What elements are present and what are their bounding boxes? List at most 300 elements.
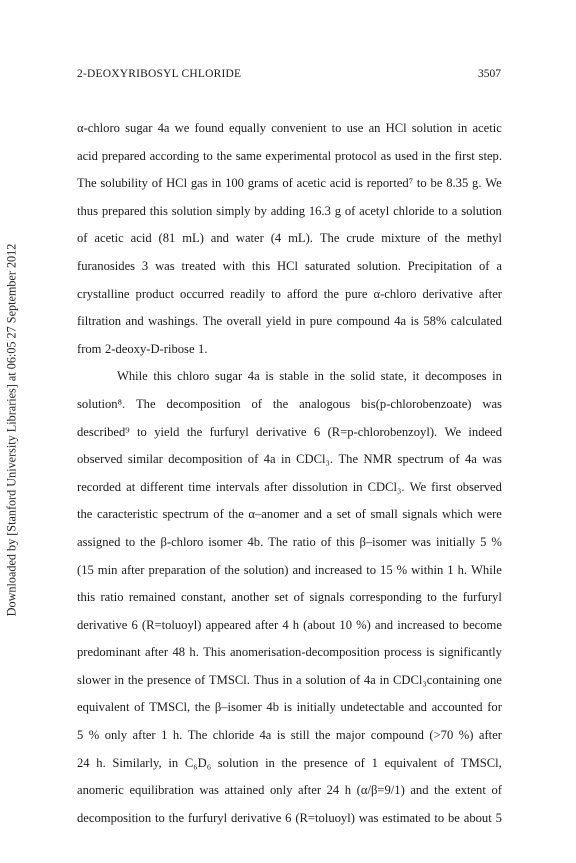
word: of bbox=[194, 672, 206, 687]
word: water bbox=[235, 231, 264, 246]
word: 1 bbox=[447, 562, 454, 577]
word: spectrum bbox=[162, 507, 209, 522]
word: gas bbox=[190, 176, 208, 191]
word: be bbox=[448, 810, 460, 825]
word: is bbox=[354, 176, 363, 191]
word: in bbox=[114, 672, 125, 687]
word: by bbox=[254, 203, 267, 218]
word: of bbox=[77, 231, 88, 246]
text-line bbox=[77, 308, 502, 336]
word: a bbox=[451, 203, 458, 218]
word: caracteristic bbox=[97, 507, 158, 522]
word: 4a bbox=[247, 369, 260, 384]
word: min bbox=[97, 562, 118, 577]
word: The bbox=[338, 452, 359, 467]
word: chloride bbox=[212, 728, 255, 743]
word: 4b. bbox=[247, 534, 264, 549]
word: 4a bbox=[363, 672, 376, 687]
word: % bbox=[396, 562, 408, 577]
word: The bbox=[202, 314, 223, 329]
word: washings. bbox=[148, 314, 199, 329]
text-line bbox=[77, 115, 502, 143]
word: equivalent bbox=[77, 700, 130, 715]
word: after bbox=[478, 728, 502, 743]
word: observed bbox=[77, 452, 123, 467]
word: We bbox=[409, 479, 427, 494]
word: 4a bbox=[465, 452, 477, 467]
word: pure bbox=[345, 286, 368, 301]
word: within bbox=[411, 562, 444, 577]
word: HCl bbox=[166, 176, 188, 191]
word: compound bbox=[336, 314, 390, 329]
word: TMSCl, bbox=[460, 755, 502, 770]
word: α–anomer bbox=[248, 507, 300, 522]
word: of bbox=[213, 507, 224, 522]
word: afford bbox=[287, 286, 318, 301]
word: similar bbox=[127, 452, 163, 467]
word: the bbox=[194, 700, 211, 715]
word: the bbox=[140, 534, 156, 549]
word: this bbox=[336, 534, 355, 549]
word: of bbox=[320, 534, 332, 549]
word: of bbox=[427, 231, 438, 246]
word: this bbox=[251, 258, 271, 273]
word: the bbox=[127, 672, 144, 687]
word: %) bbox=[458, 728, 474, 743]
word: Precipitation bbox=[407, 258, 473, 273]
word: grams bbox=[247, 176, 279, 191]
word: of bbox=[443, 755, 455, 770]
text-line bbox=[77, 612, 502, 640]
word: sugar bbox=[125, 121, 153, 135]
word: acid bbox=[77, 148, 98, 163]
word: preparation bbox=[148, 562, 206, 577]
word: 3 bbox=[141, 258, 149, 273]
word: set bbox=[336, 507, 351, 522]
word: %) bbox=[356, 617, 371, 632]
word: C₆D₆ bbox=[184, 755, 212, 770]
word: HCl bbox=[385, 121, 407, 135]
word: calculated bbox=[450, 314, 502, 329]
word: The bbox=[319, 231, 340, 246]
paragraph-2 bbox=[77, 363, 502, 832]
word: with bbox=[222, 258, 246, 273]
word: to bbox=[438, 203, 448, 218]
word: (R=toluoyl) bbox=[295, 810, 355, 825]
word: which bbox=[442, 507, 473, 522]
word: Thus bbox=[253, 672, 279, 687]
word: small bbox=[370, 507, 398, 522]
word: of bbox=[478, 258, 490, 273]
word: (81 bbox=[158, 231, 176, 246]
word: after bbox=[255, 617, 279, 632]
word: of bbox=[151, 176, 163, 191]
word: chloride bbox=[393, 203, 435, 218]
word: 5 bbox=[480, 534, 487, 549]
word: saturated bbox=[304, 258, 351, 273]
word: in bbox=[211, 176, 222, 191]
word: to bbox=[125, 534, 136, 549]
word: compound bbox=[370, 728, 424, 743]
word: different bbox=[140, 479, 184, 494]
word: methyl bbox=[466, 231, 502, 246]
word: become bbox=[462, 617, 502, 632]
word: 4b bbox=[266, 700, 280, 715]
word: of bbox=[293, 590, 305, 605]
word: was bbox=[358, 810, 379, 825]
word: derivative bbox=[77, 617, 128, 632]
word: crystalline bbox=[77, 286, 130, 301]
word: 15 bbox=[380, 562, 393, 577]
word: 6 bbox=[285, 810, 292, 825]
word: attained bbox=[224, 783, 265, 798]
word: g. bbox=[472, 176, 482, 191]
word: for bbox=[487, 700, 502, 715]
word: decomposition bbox=[168, 452, 243, 467]
word: 4 bbox=[282, 617, 289, 632]
word: an bbox=[368, 121, 381, 135]
word: h bbox=[344, 783, 352, 798]
word: was bbox=[411, 534, 431, 549]
word: pure bbox=[309, 314, 333, 329]
word: signals bbox=[309, 590, 345, 605]
word: stable bbox=[279, 369, 309, 384]
word: acetic bbox=[94, 231, 124, 246]
word: dissolution bbox=[292, 479, 348, 494]
word: product bbox=[135, 286, 174, 301]
word: is bbox=[426, 645, 435, 660]
word: of bbox=[355, 507, 366, 522]
word: after bbox=[132, 728, 156, 743]
word: 8.35 bbox=[446, 176, 469, 191]
word: bis(p-chlorobenzoate) bbox=[361, 396, 472, 411]
text-line bbox=[77, 529, 502, 557]
word: to bbox=[416, 176, 427, 191]
word: prepared bbox=[101, 203, 146, 218]
word: solution⁸. bbox=[77, 396, 126, 411]
word: and bbox=[374, 617, 394, 632]
word: acetyl bbox=[359, 203, 390, 218]
word: (>70 bbox=[429, 728, 454, 743]
word: CDCl₃containing bbox=[392, 672, 480, 687]
word: derivative bbox=[230, 810, 282, 825]
word: in bbox=[314, 369, 324, 384]
word: solution bbox=[171, 203, 213, 218]
word: of bbox=[247, 452, 259, 467]
word: solution) bbox=[243, 562, 289, 577]
word: of bbox=[134, 700, 145, 715]
word: in bbox=[280, 452, 291, 467]
page-number: 3507 bbox=[478, 68, 501, 80]
word: The bbox=[77, 176, 97, 191]
text-line bbox=[77, 419, 502, 447]
word: process bbox=[384, 645, 422, 660]
word: found bbox=[194, 121, 224, 135]
word: of bbox=[449, 452, 460, 467]
word: the bbox=[272, 396, 289, 411]
word: NMR bbox=[363, 452, 393, 467]
word: in bbox=[457, 121, 468, 135]
word: ratio bbox=[100, 590, 124, 605]
word: major bbox=[335, 728, 366, 743]
word: is bbox=[283, 700, 293, 715]
word: prepared bbox=[101, 148, 146, 163]
word: corresponding bbox=[349, 590, 422, 605]
word: solubility bbox=[100, 176, 148, 191]
word: spectrum bbox=[397, 452, 444, 467]
word: intervals bbox=[215, 479, 260, 494]
text-line bbox=[77, 694, 502, 722]
word: sugar bbox=[214, 369, 243, 384]
word: TMSCl. bbox=[208, 672, 250, 687]
word: step. bbox=[478, 148, 502, 163]
word: simply bbox=[216, 203, 251, 218]
word: presence bbox=[146, 672, 191, 687]
word: appeared bbox=[205, 617, 252, 632]
word: and bbox=[408, 700, 427, 715]
word: is bbox=[265, 369, 274, 384]
word: and bbox=[210, 231, 229, 246]
word: g bbox=[334, 203, 341, 218]
word: crude bbox=[346, 231, 375, 246]
word: indeed bbox=[468, 424, 502, 439]
word: the bbox=[224, 562, 240, 577]
word: protocol bbox=[334, 148, 377, 163]
word: the bbox=[77, 507, 93, 522]
word: one bbox=[483, 672, 502, 687]
word: of bbox=[209, 562, 221, 577]
text-line bbox=[77, 363, 502, 391]
word: analogous bbox=[299, 396, 351, 411]
word: the bbox=[435, 148, 451, 163]
word: the bbox=[281, 755, 297, 770]
word: β–isomer bbox=[214, 700, 262, 715]
text-line bbox=[77, 584, 502, 612]
word: equivalent bbox=[384, 755, 438, 770]
word: accounted bbox=[431, 700, 483, 715]
word: 10 bbox=[339, 617, 353, 632]
word: (about bbox=[303, 617, 336, 632]
word: it bbox=[412, 369, 420, 384]
word: and bbox=[125, 314, 144, 329]
word: the bbox=[442, 590, 458, 605]
word: first bbox=[454, 148, 475, 163]
word: anomerisation-decomposition bbox=[229, 645, 380, 660]
word: mL). bbox=[288, 231, 313, 246]
word: This bbox=[203, 645, 226, 660]
word: solid bbox=[350, 369, 376, 384]
word: were bbox=[477, 507, 502, 522]
word: readily bbox=[230, 286, 266, 301]
word: We bbox=[444, 424, 462, 439]
word: adding bbox=[270, 203, 305, 218]
word: significantly bbox=[438, 645, 502, 660]
word: TMSCl, bbox=[149, 700, 191, 715]
word: of bbox=[344, 203, 356, 218]
word: % bbox=[491, 534, 502, 549]
word: to bbox=[331, 121, 342, 135]
body-text bbox=[77, 115, 502, 832]
word: 48 bbox=[172, 645, 186, 660]
word: The bbox=[135, 396, 156, 411]
word: 24 bbox=[326, 783, 340, 798]
word: remained bbox=[128, 590, 176, 605]
word: solution bbox=[217, 755, 259, 770]
word: after bbox=[297, 783, 322, 798]
word: The bbox=[268, 534, 288, 549]
word: reported⁷ bbox=[366, 176, 414, 191]
word: observed bbox=[456, 479, 502, 494]
word: was bbox=[482, 452, 502, 467]
word: While bbox=[117, 369, 148, 384]
word: initially bbox=[296, 700, 336, 715]
word: of bbox=[282, 176, 293, 191]
word: was bbox=[482, 396, 502, 411]
word: to bbox=[426, 590, 437, 605]
word: only bbox=[104, 728, 128, 743]
word: CDCl₃. bbox=[367, 479, 405, 494]
word: set bbox=[274, 590, 289, 605]
word: at bbox=[126, 479, 136, 494]
word: 5 bbox=[77, 728, 84, 743]
text-line bbox=[77, 253, 502, 281]
word: after bbox=[478, 286, 502, 301]
word: h. bbox=[457, 562, 468, 577]
word: chloro bbox=[177, 369, 210, 384]
word: decomposition bbox=[166, 396, 241, 411]
word: state, bbox=[380, 369, 407, 384]
word: of bbox=[491, 783, 502, 798]
word: 16.3 bbox=[308, 203, 331, 218]
word: same bbox=[235, 148, 262, 163]
text-line bbox=[77, 281, 502, 309]
word: a bbox=[296, 672, 302, 687]
text-line bbox=[77, 777, 502, 805]
text-line bbox=[77, 501, 502, 529]
text-line bbox=[77, 170, 502, 198]
word: the bbox=[323, 286, 339, 301]
word: furfuryl bbox=[209, 424, 249, 439]
word: 4a bbox=[157, 121, 170, 135]
word: equilibration bbox=[129, 783, 194, 798]
word: While bbox=[471, 562, 502, 577]
word: described⁹ bbox=[77, 424, 130, 439]
word: initially bbox=[435, 534, 476, 549]
word: solution bbox=[461, 203, 502, 218]
word: assigned bbox=[77, 534, 121, 549]
word: h. bbox=[172, 728, 183, 743]
word: acid bbox=[130, 231, 152, 246]
word: another bbox=[231, 590, 270, 605]
word: anomeric bbox=[77, 783, 124, 798]
word: after bbox=[264, 479, 288, 494]
text-line bbox=[77, 667, 502, 695]
word: in bbox=[492, 369, 502, 384]
word: 24 bbox=[77, 755, 90, 770]
word: furfuryl bbox=[462, 590, 502, 605]
word: the bbox=[329, 369, 345, 384]
word: a bbox=[326, 507, 333, 522]
word: and bbox=[410, 783, 429, 798]
word: α-chloro bbox=[373, 286, 417, 301]
word: of bbox=[354, 755, 365, 770]
word: only bbox=[270, 783, 293, 798]
word: equally bbox=[229, 121, 267, 135]
text-line bbox=[77, 722, 502, 750]
word: was bbox=[199, 783, 219, 798]
word: slower bbox=[77, 672, 111, 687]
word: about bbox=[463, 810, 492, 825]
word: from bbox=[77, 341, 102, 356]
word: acetic bbox=[296, 176, 326, 191]
word: h. bbox=[96, 755, 106, 770]
word: 58% bbox=[423, 314, 447, 329]
word: to bbox=[434, 810, 445, 825]
word: ratio bbox=[292, 534, 316, 549]
text-line bbox=[77, 391, 502, 419]
text-line bbox=[77, 446, 502, 474]
word: increased bbox=[314, 562, 363, 577]
word: the bbox=[315, 728, 331, 743]
word: CDCl₃. bbox=[296, 452, 334, 467]
word: mL) bbox=[182, 231, 204, 246]
word: HCl bbox=[276, 258, 298, 273]
word: % bbox=[88, 728, 100, 743]
word: to bbox=[155, 810, 165, 825]
word: (R=toluoyl) bbox=[141, 617, 202, 632]
word: still bbox=[290, 728, 310, 743]
text-line bbox=[77, 198, 502, 226]
word: after bbox=[121, 562, 145, 577]
word: We bbox=[485, 176, 502, 191]
text-line bbox=[77, 225, 502, 253]
word: α-chloro bbox=[77, 121, 120, 135]
word: The bbox=[187, 728, 208, 743]
word: in bbox=[295, 314, 306, 329]
word: decomposition bbox=[77, 810, 152, 825]
word: in bbox=[352, 479, 363, 494]
word: treated bbox=[181, 258, 216, 273]
word: extent bbox=[455, 783, 486, 798]
word: to bbox=[271, 286, 281, 301]
word: (15 bbox=[77, 562, 94, 577]
word: 4a bbox=[263, 452, 276, 467]
text-line bbox=[77, 639, 502, 667]
word: the bbox=[216, 148, 232, 163]
word: 2-deoxy-D-ribose bbox=[105, 341, 195, 356]
word: is bbox=[410, 314, 419, 329]
text-line bbox=[77, 750, 502, 778]
word: 6 bbox=[313, 424, 321, 439]
word: according bbox=[149, 148, 200, 163]
word: furfuryl bbox=[187, 810, 228, 825]
word: derivative bbox=[256, 424, 307, 439]
word: estimated bbox=[382, 810, 431, 825]
word: undetectable bbox=[340, 700, 405, 715]
word: yield bbox=[154, 424, 180, 439]
word: increased bbox=[397, 617, 445, 632]
word: yield bbox=[265, 314, 292, 329]
word: a bbox=[496, 258, 502, 273]
word: the bbox=[186, 424, 203, 439]
word: signals bbox=[402, 507, 438, 522]
word: time bbox=[188, 479, 211, 494]
word: used bbox=[394, 148, 418, 163]
word: we bbox=[174, 121, 190, 135]
text-line bbox=[77, 474, 502, 502]
word: this bbox=[149, 203, 168, 218]
word: h bbox=[292, 617, 300, 632]
